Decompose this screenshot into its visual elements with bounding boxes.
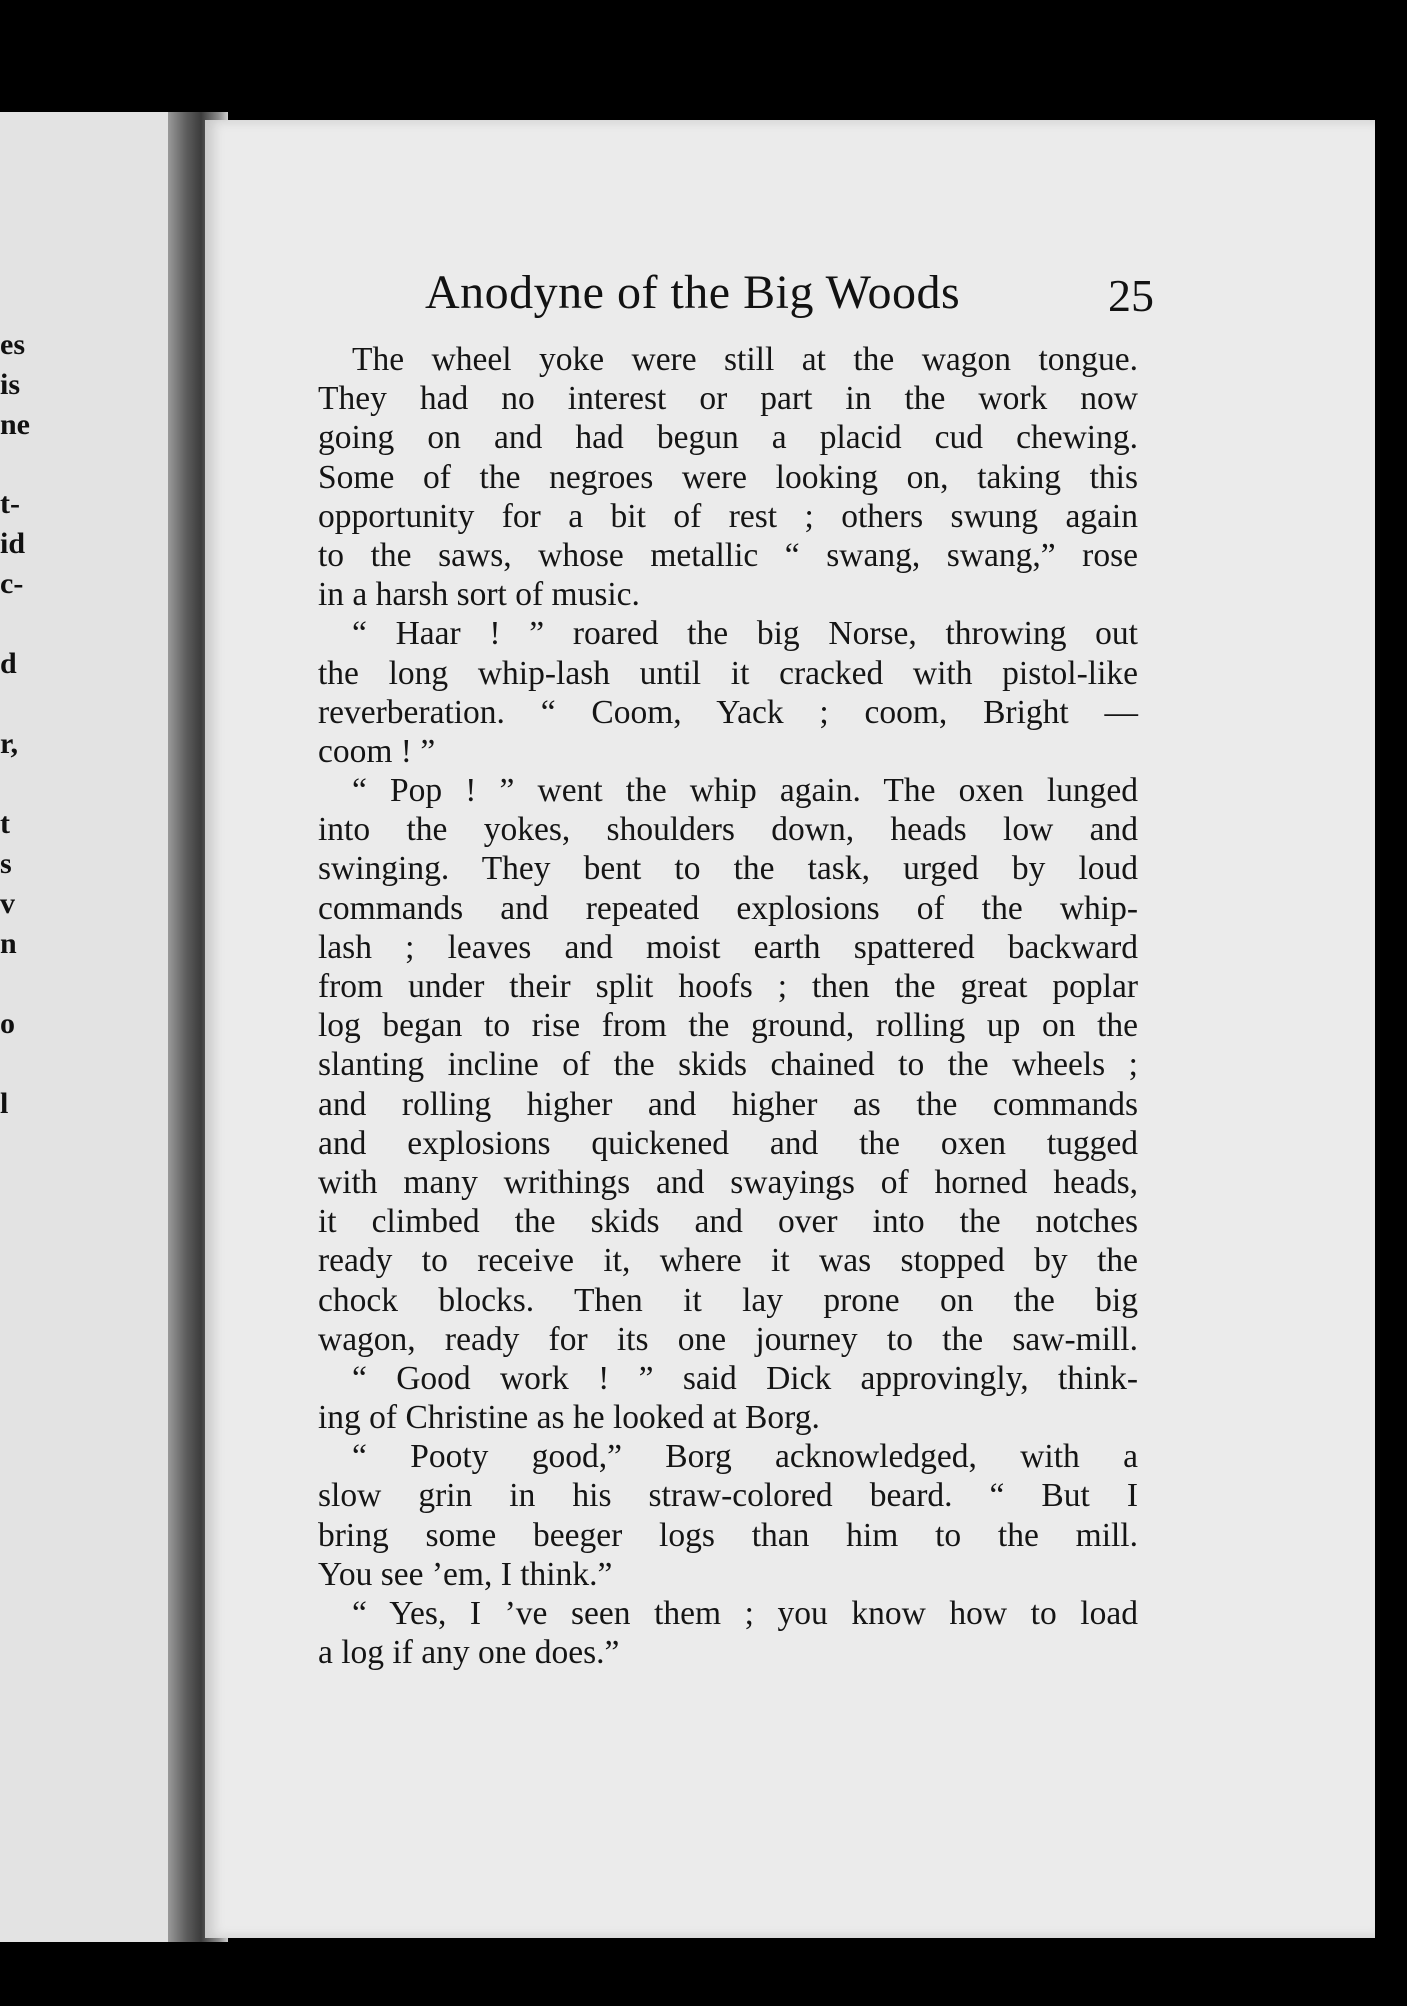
text-line: a log if any one does.”	[318, 1634, 620, 1672]
left-fragment: v	[0, 887, 15, 920]
text-line: “ Yes, I ’ve seen them ; you know how to load	[352, 1595, 1138, 1632]
text-line: ing of Christine as he looked at Borg.	[318, 1399, 820, 1437]
left-fragment: c-	[0, 567, 24, 600]
left-fragment: r,	[0, 727, 19, 760]
text-line: going on and had begun a placid cud chewing.	[318, 419, 1138, 457]
text-line: opportunity for a bit of rest ; others swung again	[318, 497, 1138, 535]
text-line: slanting incline of the skids chained to the wheels ;	[318, 1046, 1138, 1084]
left-fragment: t-	[0, 487, 20, 520]
text-line: with many writhings and swayings of horned heads,	[318, 1163, 1138, 1201]
text-line: “ Pop ! ” went the whip again. The oxen lunged	[352, 772, 1138, 810]
text-line: The wheel yoke were still at the wagon tongue.	[352, 341, 1138, 378]
left-facing-page	[0, 112, 187, 1942]
text-line: and explosions quickened and the oxen tugged	[318, 1124, 1138, 1162]
running-title: Anodyne of the Big Woods	[425, 266, 961, 319]
left-fragment: es	[0, 328, 25, 361]
left-fragment: d	[0, 647, 17, 680]
right-page	[205, 120, 1375, 1938]
left-fragment: n	[0, 927, 17, 960]
text-line: the long whip-lash until it cracked with pistol-like	[318, 654, 1138, 692]
text-line: wagon, ready for its one journey to the saw-mill.	[318, 1320, 1138, 1358]
left-fragment: o	[0, 1007, 15, 1040]
left-fragment: id	[0, 527, 26, 560]
text-line: from under their split hoofs ; then the great poplar	[318, 968, 1138, 1005]
text-line: to the saws, whose metallic “ swang, swang,” rose	[318, 536, 1138, 574]
body-text	[318, 340, 1138, 1672]
text-line: it climbed the skids and over into the notches	[318, 1203, 1138, 1241]
text-line: chock blocks. Then it lay prone on the big	[318, 1281, 1138, 1319]
text-line: You see ’em, I think.”	[318, 1555, 613, 1593]
text-line: and rolling higher and higher as the commands	[318, 1085, 1138, 1123]
text-line: commands and repeated explosions of the whip-	[318, 889, 1138, 927]
text-line: “ Haar ! ” roared the big Norse, throwing out	[352, 615, 1138, 653]
text-line: Some of the negroes were looking on, taking this	[318, 458, 1138, 496]
text-line: They had no interest or part in the work now	[318, 380, 1138, 418]
left-fragment: ne	[0, 408, 30, 441]
text-line: ready to receive it, where it was stopped by the	[318, 1242, 1138, 1280]
text-line: coom ! ”	[318, 732, 436, 770]
text-line: reverberation. “ Coom, Yack ; coom, Bright —	[318, 693, 1138, 731]
left-fragment: l	[0, 1087, 9, 1120]
page-header	[425, 265, 1365, 345]
text-line: lash ; leaves and moist earth spattered backward	[318, 928, 1138, 966]
text-line: bring some beeger logs than him to the mill.	[318, 1516, 1138, 1554]
text-line: “ Pooty good,” Borg acknowledged, with a	[352, 1438, 1138, 1476]
text-line: in a harsh sort of music.	[318, 576, 640, 614]
text-line: into the yokes, shoulders down, heads low and	[318, 811, 1138, 849]
page-number: 25	[1108, 270, 1154, 321]
text-line: log began to rise from the ground, rolling up on the	[318, 1007, 1138, 1045]
left-fragment: is	[0, 368, 21, 401]
text-line: swinging. They bent to the task, urged by loud	[318, 850, 1138, 888]
text-line: “ Good work ! ” said Dick approvingly, think-	[352, 1359, 1138, 1397]
left-page-text-fragments	[0, 112, 60, 1942]
left-fragment: t	[0, 807, 10, 840]
text-line: slow grin in his straw-colored beard. “ But I	[318, 1477, 1138, 1515]
left-fragment: s	[0, 847, 12, 880]
